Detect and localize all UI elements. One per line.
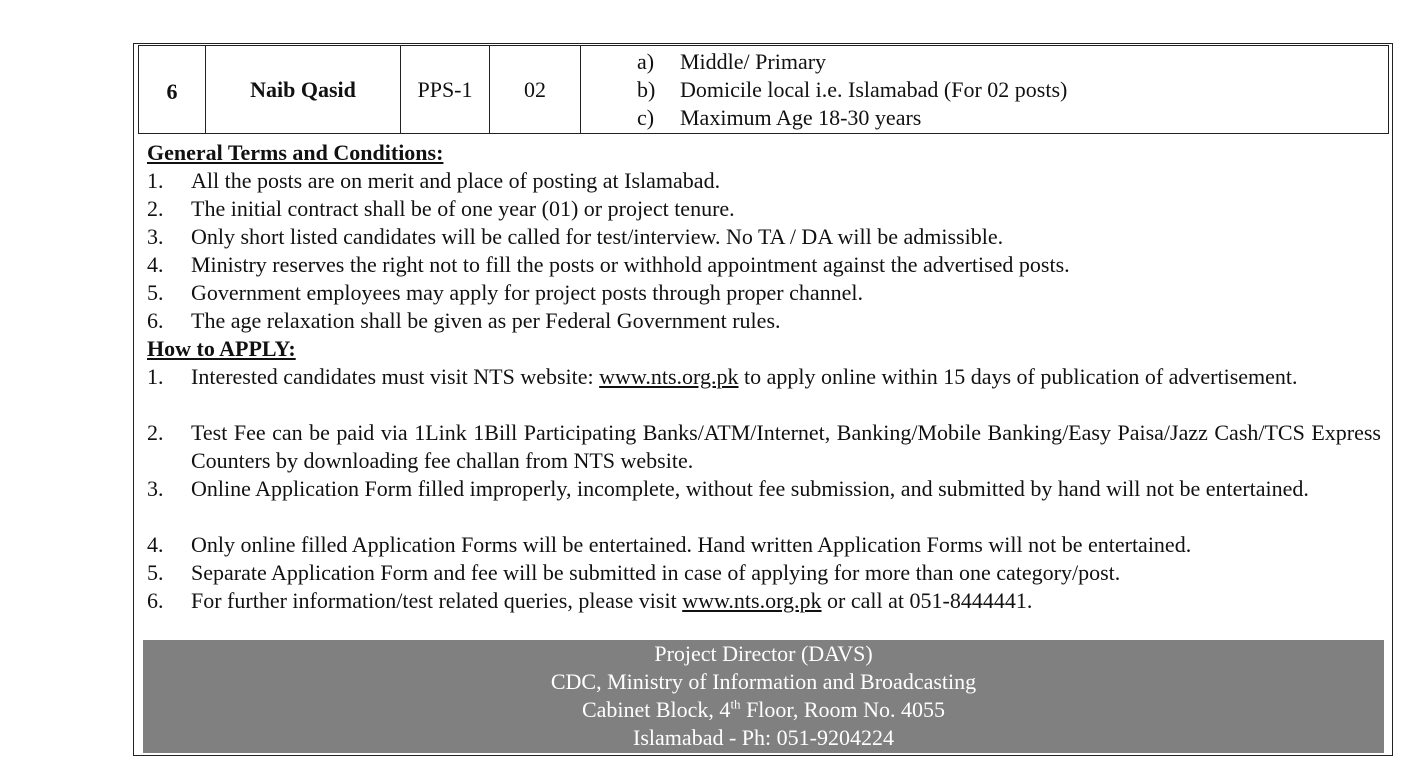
item-number: 1. (147, 364, 164, 389)
item-number: 4. (147, 532, 164, 557)
item-number: 5. (147, 280, 164, 305)
item-number: 3. (147, 224, 164, 249)
item-number: 2. (147, 420, 164, 445)
item-number: 6. (147, 588, 164, 613)
item-number: 1. (147, 168, 164, 193)
job-table (138, 45, 1389, 134)
list-item (147, 419, 1381, 475)
item-number: 3. (147, 476, 164, 501)
requirement-text: Middle/ Primary (680, 48, 827, 74)
item-text: Government employees may apply for project posts through proper channel. (191, 280, 864, 305)
item-number: 5. (147, 560, 164, 585)
item-text: Interested candidates must visit NTS website: www.nts.org.pk to apply online within 15 days of publication of advertisement. (191, 364, 1298, 389)
item-text: Separate Application Form and fee will be submitted in case of applying for more than one category/post. (191, 560, 1121, 585)
nts-website-link[interactable]: www.nts.org.pk (599, 364, 739, 389)
list-item (147, 363, 1381, 419)
serial-number: 6 (139, 46, 206, 134)
requirement-item (637, 48, 1388, 76)
item-text: Online Application Form filled improperly, incomplete, without fee submission, and submitted by hand will not be entertained. (191, 476, 1309, 501)
item-number: 6. (147, 308, 164, 333)
requirement-text: Maximum Age 18-30 years (680, 104, 922, 130)
address-line: Islamabad - Ph: 051-9204224 (633, 725, 894, 750)
list-item (147, 475, 1381, 531)
requirement-letter: a) (637, 48, 655, 74)
requirement-letter: b) (637, 76, 656, 102)
item-text: For further information/test related queries, please visit www.nts.org.pk or call at 051-8444441. (191, 588, 1033, 613)
item-text: Only short listed candidates will be called for test/interview. No TA / DA will be admissible. (191, 224, 1004, 249)
address-line: Cabinet Block, 4th Floor, Room No. 4055 (581, 696, 946, 722)
table-row (139, 46, 1389, 134)
requirement-item (637, 76, 1388, 104)
item-number: 4. (147, 252, 164, 277)
contact-address-block (143, 640, 1384, 753)
general-terms-heading: General Terms and Conditions: (147, 140, 444, 165)
address-line: CDC, Ministry of Information and Broadcasting (550, 669, 977, 694)
requirement-letter: c) (637, 104, 655, 130)
requirement-text: Domicile local i.e. Islamabad (For 02 posts) (680, 76, 1068, 102)
item-text: All the posts are on merit and place of posting at Islamabad. (191, 168, 721, 193)
item-text: The initial contract shall be of one year (01) or project tenure. (191, 196, 735, 221)
how-to-apply-heading: How to APPLY: (147, 336, 296, 361)
nts-website-link[interactable]: www.nts.org.pk (682, 588, 822, 613)
post-name: Naib Qasid (206, 46, 401, 134)
item-text: Only online filled Application Forms will be entertained. Hand written Application Forms will not be entertained. (191, 532, 1192, 557)
item-text: The age relaxation shall be given as per Federal Government rules. (191, 308, 781, 333)
item-text: Test Fee can be paid via 1Link 1Bill Participating Banks/ATM/Internet, Banking/Mobile Banking/Easy Paisa/Jazz Cash/TCS Express Counters by downloading fee challan from NTS website. (191, 420, 1381, 473)
requirement-item (637, 104, 1388, 132)
requirements-cell (581, 46, 1389, 134)
number-of-posts: 02 (490, 46, 581, 134)
pay-scale: PPS-1 (401, 46, 490, 134)
item-text: Ministry reserves the right not to fill the posts or withhold appointment against the advertised posts. (191, 252, 1070, 277)
item-number: 2. (147, 196, 164, 221)
address-line: Project Director (DAVS) (654, 641, 873, 666)
